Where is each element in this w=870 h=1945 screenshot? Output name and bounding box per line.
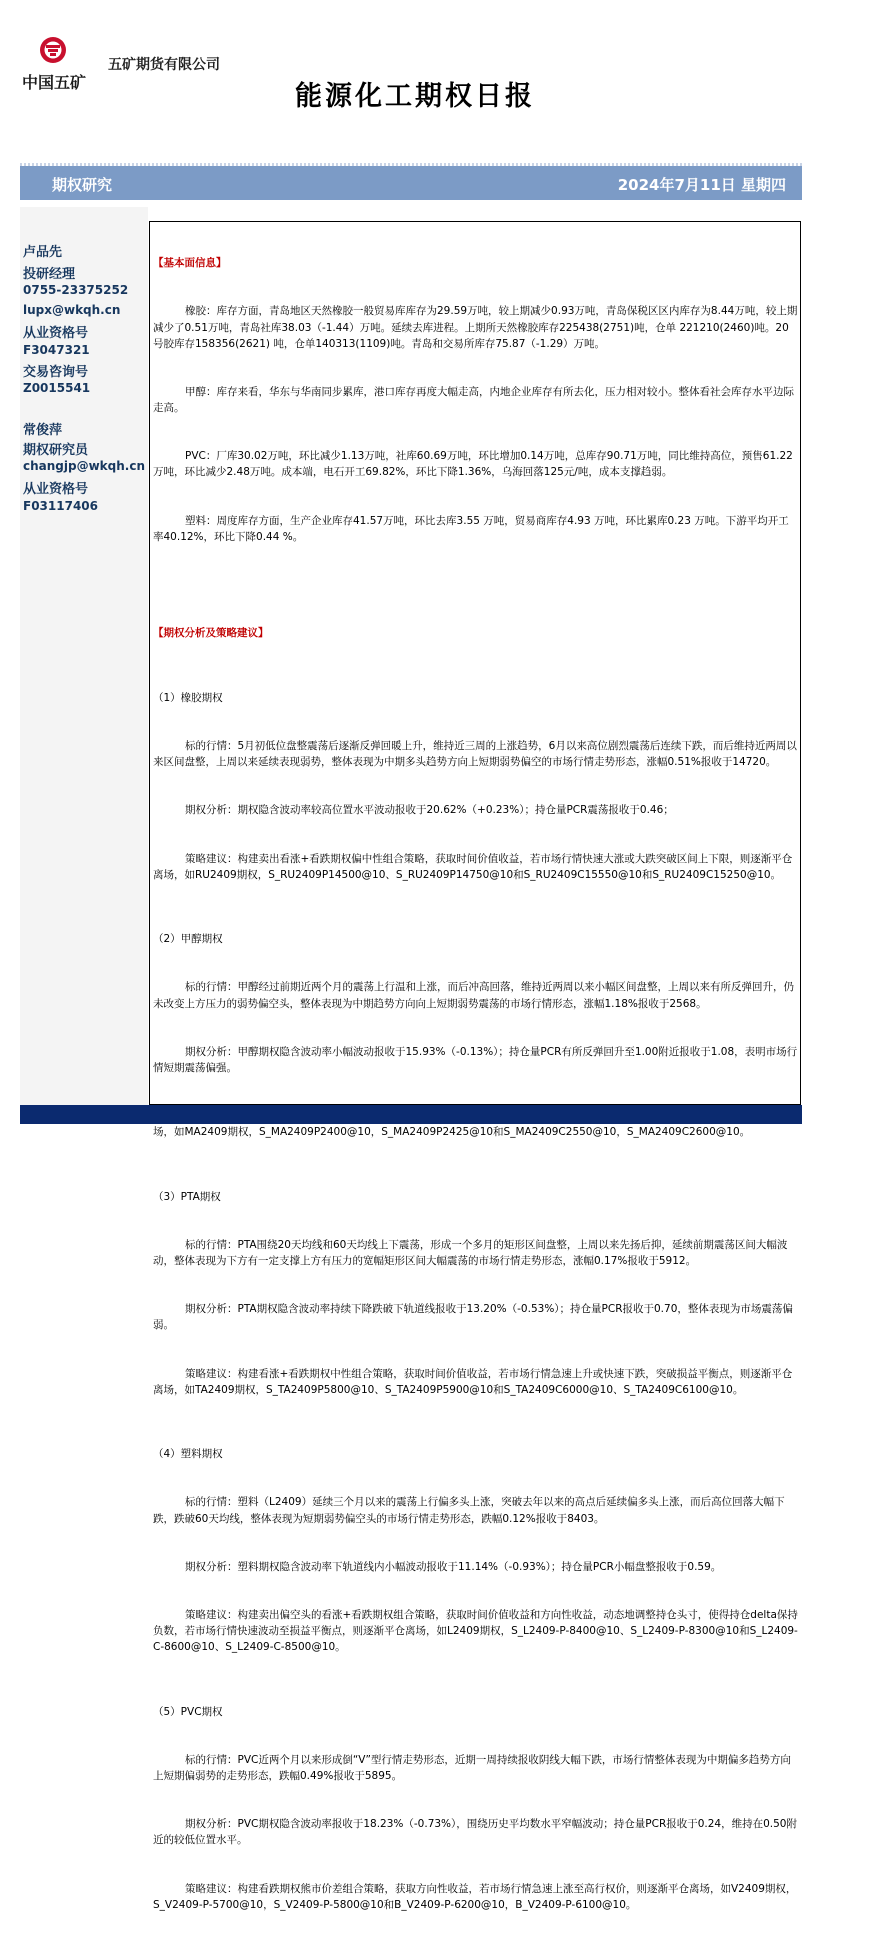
section-paragraph: 策略建议：构建卖出看涨+看跌期权偏中性组合策略，获取时间价值收益，若市场行情快速大涨或大跌突破区间上下限，则逐渐平仓离场，如RU2409期权，S_RU2409P14500@10、S_RU2409P14750@10和S_RU2409C15550@10和S_RU2409C15250@10。 xyxy=(153,852,793,881)
fundamentals-paragraph: 橡胶：库存方面，青岛地区天然橡胶一般贸易库库存为29.59万吨，较上期减少0.93万吨，青岛保税区区内库存为8.44万吨，较上期减少了0.51万吨，青岛社库38.03（-1.44）万吨。延续去库进程。上期所天然橡胶库存225438(2751)吨，仓单 221210(2460)吨。20号胶库存158356(2621) 吨，仓单140313(1109)吨。青岛和交易所库存75.87（-1.29）万吨。 xyxy=(153,305,798,350)
section-title-methanol: （2）甲醇期权 xyxy=(153,933,223,946)
footer-bar xyxy=(20,1105,802,1124)
strategy-heading: 【期权分析及策略建议】 xyxy=(153,627,269,640)
fundamentals-paragraph: 甲醇：库存来看，华东与华南同步累库，港口库存再度大幅走高，内地企业库存有所去化，压力相对较小。整体看社会库存水平边际走高。 xyxy=(153,385,794,415)
section-paragraph: 期权分析：甲醇期权隐含波动率小幅波动报收于15.93%（-0.13%）；持仓量PCR有所反弹回升至1.00附近报收于1.08，表明市场行情短期震荡偏强。 xyxy=(153,1045,798,1074)
analyst1-phone: 0755-23375252 xyxy=(23,283,129,297)
analyst2-role: 期权研究员 xyxy=(23,443,89,458)
fundamentals-paragraph: 塑料：周度库存方面，生产企业库存41.57万吨，环比去库3.55 万吨，贸易商库存4.93 万吨，环比累库0.23 万吨。下游平均开工率40.12%，环比下降0.44 %。 xyxy=(153,514,789,543)
section-paragraph: 期权分析：期权隐含波动率较高位置水平波动报收于20.62%（+0.23%）；持仓量PCR震荡报收于0.46； xyxy=(185,804,674,817)
analyst2-name: 常俊萍 xyxy=(23,423,63,438)
analyst2-email[interactable]: changjp@wkqh.cn xyxy=(23,459,146,473)
section-paragraph: 策略建议：构建看涨+看跌期权中性组合策略，获取时间价值收益，若市场行情急速上升或快速下跌，突破损益平衡点，则逐渐平仓离场，如TA2409期权，S_TA2409P5800@10、S_TA2409P5900@10和S_TA2409C6000@10、S_TA2409C6100@10。 xyxy=(153,1367,793,1396)
analyst1-name: 卢品先 xyxy=(23,245,63,260)
section-paragraph: 标的行情：甲醇经过前期近两个月的震荡上行温和上涨，而后冲高回落，维持近两周以来小幅区间盘整，上周以来有所反弹回升，仍未改变上方压力的弱势偏空头，整体表现为中期趋势方向向上短期弱势震荡的市场行情形态，涨幅1.18%报收于2568。 xyxy=(153,981,794,1010)
section-paragraph: 期权分析：塑料期权隐含波动率下轨道线内小幅波动报收于11.14%（-0.93%）；持仓量PCR小幅盘整报收于0.59。 xyxy=(185,1560,722,1573)
section-title-pvc: （5）PVC期权 xyxy=(153,1705,223,1718)
analyst2-qual: F03117406 xyxy=(23,499,98,513)
analyst1-email[interactable]: lupx@wkqh.cn xyxy=(23,303,121,317)
section-paragraph: 期权分析：PVC期权隐含波动率报收于18.23%（-0.73%），围绕历史平均数水平窄幅波动；持仓量PCR报收于0.24，维持在0.50附近的较低位置水平。 xyxy=(153,1818,797,1847)
section-paragraph: 标的行情：PTA围绕20天均线和60天均线上下震荡，形成一个多月的矩形区间盘整，上周以来先扬后抑，延续前期震荡区间大幅波动，整体表现为下方有一定支撑上方有压力的宽幅矩形区间大幅震荡的市场行情走势形态，涨幅0.17%报收于5912。 xyxy=(153,1238,788,1267)
section-title-rubber: （1）橡胶期权 xyxy=(153,691,223,704)
section-paragraph: 标的行情：5月初低位盘整震荡后逐渐反弹回暖上升，维持近三周的上涨趋势，6月以来高位剧烈震荡后连续下跌，而后维持近两周以来区间盘整，上周以来延续表现弱势，整体表现为中期多头趋势方向上短期弱势偏空的市场行情走势形态，涨幅0.51%报收于14720。 xyxy=(153,740,797,769)
banner-date: 2024年7月11日 星期四 xyxy=(617,176,786,194)
section-banner xyxy=(20,166,802,200)
analyst1-advisory: Z0015541 xyxy=(23,381,91,395)
logo-text: 中国五矿 xyxy=(22,73,87,92)
analyst2-qual-label: 从业资格号 xyxy=(23,482,89,497)
company-logo xyxy=(22,36,94,64)
section-paragraph: 标的行情：PVC近两个月以来形成倒“V”型行情走势形态，近期一周持续报收阴线大幅下跌，市场行情整体表现为中期偏多趋势方向上短期偏弱势的走势形态，跌幅0.49%报收于5895。 xyxy=(153,1753,791,1782)
analyst1-advisory-label: 交易咨询号 xyxy=(23,365,89,380)
section-paragraph: 场，如MA2409期权，S_MA2409P2400@10，S_MA2409P2425@10和S_MA2409C2550@10，S_MA2409C2600@10。 xyxy=(153,1126,751,1139)
fundamentals-paragraph: PVC：厂库30.02万吨，环比减少1.13万吨，社库60.69万吨，环比增加0.14万吨，总库存90.71万吨，同比维持高位，预售61.22万吨，环比减少2.48万吨。成本端，电石开工69.82%，环比下降1.36%，乌海回落125元/吨，成本支撑趋弱。 xyxy=(153,450,793,479)
section-paragraph: 策略建议：构建看跌期权熊市价差组合策略，获取方向性收益，若市场行情急速上涨至高行权价，则逐渐平仓离场，如V2409期权，S_V2409-P-5700@10，S_V2409-P-5800@10和B_V2409-P-6200@10，B_V2409-P-6100@10。 xyxy=(153,1882,797,1911)
spacer xyxy=(153,577,798,593)
company-name: 五矿期货有限公司 xyxy=(108,57,220,73)
analyst-sidebar xyxy=(20,207,148,1105)
analyst1-role: 投研经理 xyxy=(23,267,76,282)
report-content xyxy=(153,223,798,1945)
report-title: 能源化工期权日报 xyxy=(295,81,535,112)
section-title-plastic: （4）塑料期权 xyxy=(153,1448,223,1461)
analyst1-qual: F3047321 xyxy=(23,343,90,357)
section-title-pta: （3）PTA期权 xyxy=(153,1190,221,1203)
section-paragraph: 策略建议：构建卖出偏空头的看涨+看跌期权组合策略，获取时间价值收益和方向性收益，动态地调整持仓头寸，使得持仓delta保持负数，若市场行情快速波动至损益平衡点，则逐渐平仓离场，如L2409期权，S_L2409-P-8400@10、S_L2409-P-8300@10和S_L2409-C-8600@10、S_L2409-C-8500@10。 xyxy=(153,1609,798,1654)
report-body xyxy=(149,221,801,1911)
analyst1-qual-label: 从业资格号 xyxy=(23,326,89,341)
banner-section-label: 期权研究 xyxy=(52,176,113,194)
section-paragraph: 标的行情：塑料（L2409）延续三个月以来的震荡上行偏多头上涨，突破去年以来的高点后延续偏多头上涨，而后高位回落大幅下跌，跌破60天均线，整体表现为短期弱势偏空头的市场行情走势形态，跌幅0.12%报收于8403。 xyxy=(153,1496,785,1525)
minmetals-logo-icon xyxy=(36,36,70,64)
fundamentals-heading: 【基本面信息】 xyxy=(153,257,227,270)
section-paragraph: 期权分析：PTA期权隐含波动率持续下降跌破下轨道线报收于13.20%（-0.53%）；持仓量PCR报收于0.70，整体表现为市场震荡偏弱。 xyxy=(153,1303,793,1332)
